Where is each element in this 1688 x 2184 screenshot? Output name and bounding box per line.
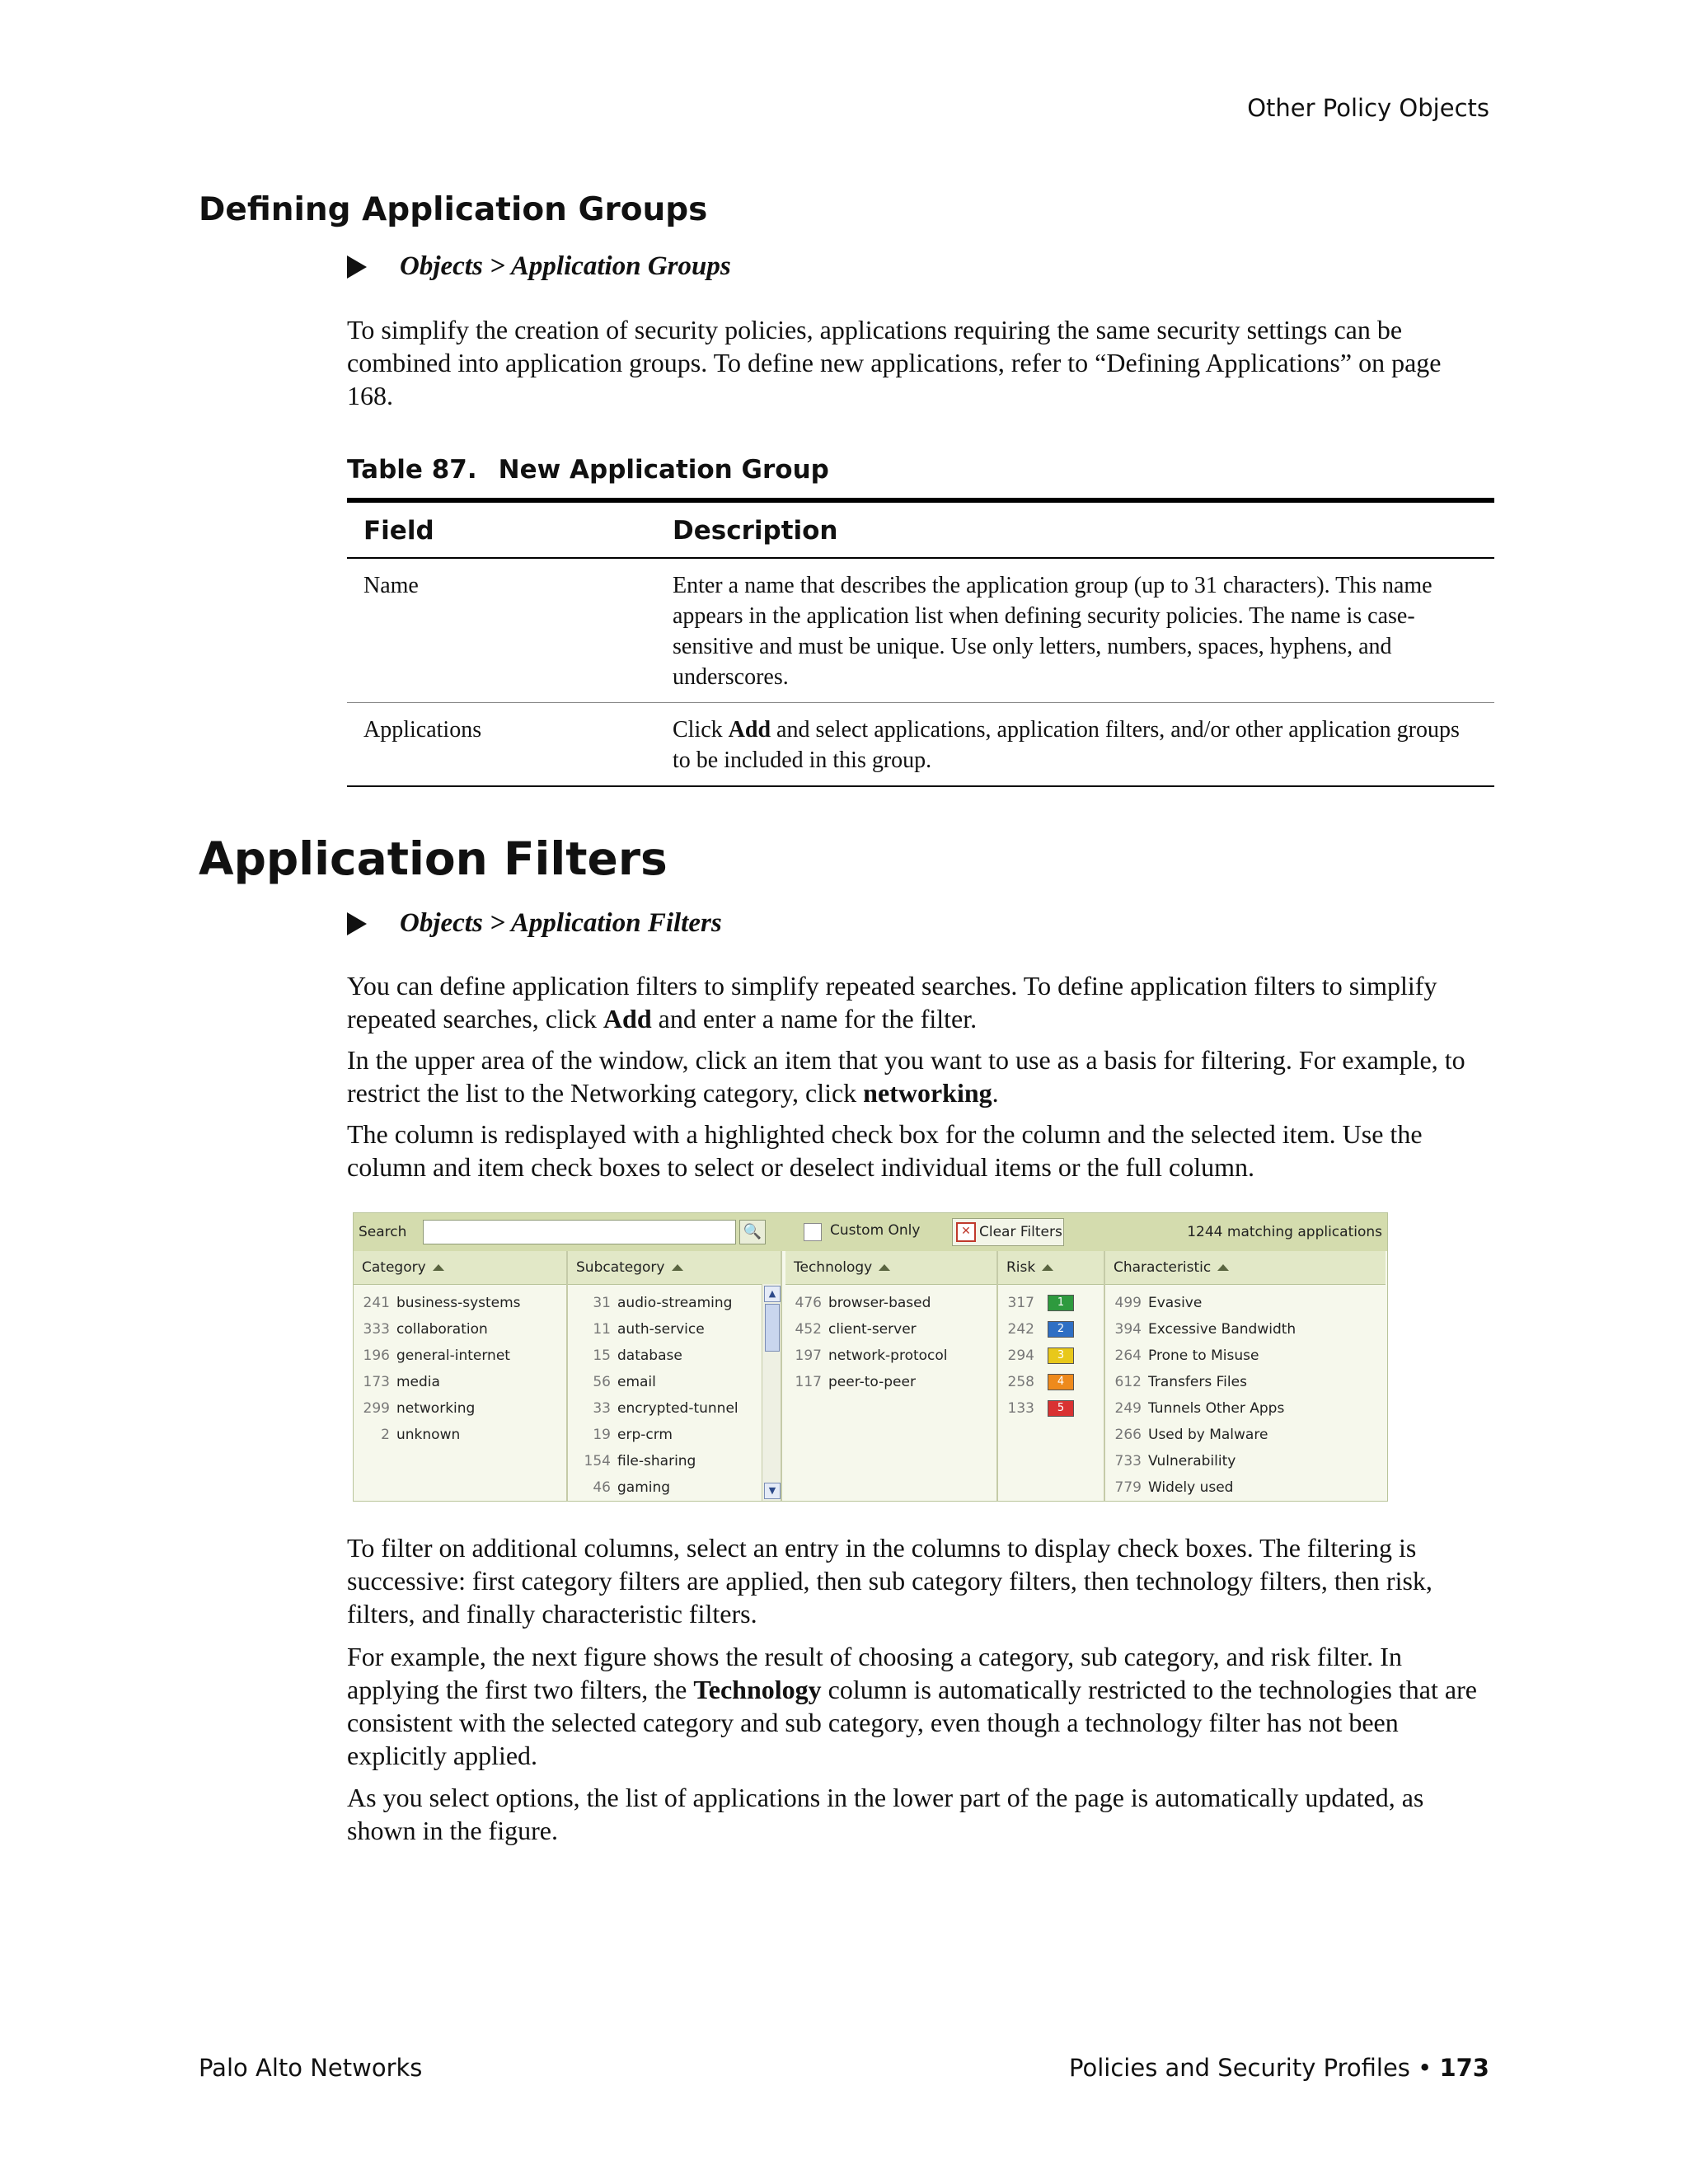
- item-count: 46: [593, 1479, 611, 1496]
- technology-header-label: Technology: [794, 1259, 873, 1276]
- risk-item[interactable]: [998, 1395, 1104, 1422]
- item-name: erp-crm: [617, 1427, 673, 1443]
- item-name: Prone to Misuse: [1148, 1347, 1259, 1364]
- risk-header[interactable]: [998, 1251, 1104, 1285]
- item-count: 317: [1007, 1295, 1034, 1311]
- para-text: For example, the next figure shows the result of choosing a category, sub category, and risk filter. In applying the first two filters, the: [347, 1642, 1402, 1704]
- technology-item[interactable]: [785, 1369, 996, 1395]
- sort-asc-icon: [672, 1264, 683, 1271]
- field-cell: Applications: [347, 703, 656, 787]
- category-item[interactable]: [354, 1369, 566, 1395]
- item-count: 31: [593, 1295, 611, 1311]
- item-count: 11: [593, 1321, 611, 1338]
- risk-level-badge: 3: [1048, 1347, 1074, 1364]
- item-count: 333: [363, 1321, 390, 1338]
- item-name: Evasive: [1148, 1295, 1203, 1311]
- subcategory-item[interactable]: [568, 1369, 781, 1395]
- characteristic-item[interactable]: [1105, 1448, 1386, 1474]
- para-text: and enter a name for the filter.: [651, 1004, 978, 1033]
- paragraph-4: To filter on additional columns, select an entry in the columns to display check boxes. The filtering is successive: first category filters are applied, then sub category filters, then technology filters, then risk, filters, and finally characteristic filters.: [347, 1533, 1432, 1629]
- subcategory-scrollbar[interactable]: [762, 1284, 781, 1501]
- item-name: Widely used: [1148, 1479, 1234, 1496]
- characteristic-item[interactable]: [1105, 1474, 1386, 1501]
- scroll-down-icon[interactable]: ▼: [764, 1483, 781, 1499]
- item-name: peer-to-peer: [828, 1374, 916, 1390]
- item-count: 33: [593, 1400, 611, 1417]
- technology-header[interactable]: [785, 1251, 996, 1285]
- item-name: client-server: [828, 1321, 917, 1338]
- risk-header-label: Risk: [1006, 1259, 1036, 1276]
- item-name: collaboration: [396, 1321, 488, 1338]
- footer-company: Palo Alto Networks: [199, 2054, 423, 2082]
- search-label: Search: [359, 1224, 407, 1240]
- scroll-up-icon[interactable]: ▲: [764, 1286, 781, 1302]
- technology-item[interactable]: [785, 1316, 996, 1343]
- description-cell: [656, 703, 1494, 787]
- para-bold: networking: [863, 1078, 992, 1108]
- item-name: Used by Malware: [1148, 1427, 1268, 1443]
- intro-paragraph: To simplify the creation of security policies, applications requiring the same security settings can be combined into application groups. To define new applications, refer to “Defining Applications” on page 168.: [347, 315, 1442, 410]
- table-header-row: [347, 500, 1494, 558]
- risk-item[interactable]: [998, 1369, 1104, 1395]
- item-count: 452: [795, 1321, 822, 1338]
- nav-path-application-filters: [347, 908, 722, 939]
- item-count: 196: [363, 1347, 390, 1364]
- technology-item[interactable]: [785, 1343, 996, 1369]
- technology-column: [785, 1251, 998, 1501]
- item-count: 476: [795, 1295, 822, 1311]
- category-header[interactable]: [354, 1251, 566, 1285]
- section-title-application-groups: Defining Application Groups: [199, 191, 708, 228]
- scroll-thumb[interactable]: [765, 1304, 780, 1352]
- characteristic-column: [1105, 1251, 1386, 1501]
- item-name: database: [617, 1347, 682, 1364]
- desc-bold: Add: [728, 717, 771, 743]
- nav-path-text: Objects > Application Filters: [400, 908, 722, 938]
- item-count: 499: [1114, 1295, 1142, 1311]
- category-header-label: Category: [362, 1259, 426, 1276]
- category-item[interactable]: [354, 1290, 566, 1316]
- item-name: business-systems: [396, 1295, 521, 1311]
- category-item[interactable]: [354, 1422, 566, 1448]
- item-count: 394: [1114, 1321, 1142, 1338]
- item-count: 299: [363, 1400, 390, 1417]
- custom-only-checkbox[interactable]: [804, 1223, 822, 1241]
- characteristic-item[interactable]: [1105, 1316, 1386, 1343]
- subcategory-header-label: Subcategory: [576, 1259, 665, 1276]
- search-input[interactable]: [423, 1220, 736, 1244]
- application-filter-panel: [353, 1212, 1388, 1502]
- subcategory-header[interactable]: [568, 1251, 781, 1285]
- risk-item[interactable]: [998, 1316, 1104, 1343]
- clear-filters-button[interactable]: [952, 1218, 1064, 1246]
- custom-only-label: Custom Only: [830, 1222, 921, 1239]
- footer-section: Policies and Security Profiles: [1069, 2054, 1410, 2082]
- risk-level-badge: 2: [1048, 1321, 1074, 1338]
- subcategory-column: [568, 1251, 782, 1501]
- category-item[interactable]: [354, 1343, 566, 1369]
- characteristic-item[interactable]: [1105, 1343, 1386, 1369]
- item-count: 733: [1114, 1453, 1142, 1469]
- item-name: browser-based: [828, 1295, 931, 1311]
- characteristic-header-label: Characteristic: [1114, 1259, 1212, 1276]
- para-text: column is automatically restricted to the technologies that are consistent with the selected category and sub category, even though a technology filter has not been explicitly applied.: [347, 1675, 1477, 1770]
- para-bold: Technology: [693, 1675, 822, 1704]
- item-count: 241: [363, 1295, 390, 1311]
- paragraph-1: [347, 969, 1493, 1035]
- paragraph-6: As you select options, the list of applications in the lower part of the page is automatically updated, as shown in the figure.: [347, 1783, 1424, 1845]
- item-name: gaming: [617, 1479, 671, 1496]
- item-count: 294: [1007, 1347, 1034, 1364]
- desc-text: and select applications, application filters, and/or other application groups to be included in this group.: [673, 717, 1460, 773]
- nav-path-application-groups: [347, 251, 731, 282]
- description-cell: Enter a name that describes the application group (up to 31 characters). This name appears in the application list when defining security policies. The name is case-sensitive and must be unique. Use only letters, numbers, spaces, hyphens, and underscores.: [656, 558, 1494, 703]
- footer-bullet: •: [1418, 2054, 1432, 2082]
- field-cell: Name: [347, 558, 656, 703]
- risk-level-badge: 1: [1048, 1295, 1074, 1311]
- clear-filters-label: Clear Filters: [979, 1224, 1062, 1240]
- sort-asc-icon: [879, 1264, 890, 1271]
- characteristic-item[interactable]: [1105, 1395, 1386, 1422]
- category-column: [354, 1251, 568, 1501]
- characteristic-item[interactable]: [1105, 1290, 1386, 1316]
- table-row: [347, 558, 1494, 703]
- risk-item[interactable]: [998, 1343, 1104, 1369]
- para-text: .: [992, 1078, 999, 1108]
- para-text: You can define application filters to simplify repeated searches. To define application filters to simplify repeated searches, click: [347, 971, 1437, 1033]
- subcategory-item[interactable]: [568, 1316, 781, 1343]
- item-name: email: [617, 1374, 656, 1390]
- subcategory-list: [568, 1285, 781, 1501]
- risk-item[interactable]: [998, 1290, 1104, 1316]
- table-row: [347, 703, 1494, 787]
- item-count: 19: [593, 1427, 611, 1443]
- characteristic-item[interactable]: [1105, 1422, 1386, 1448]
- characteristic-item[interactable]: [1105, 1369, 1386, 1395]
- arrow-right-icon: [347, 912, 367, 935]
- paragraph-2: [347, 1043, 1493, 1109]
- paragraph-3: The column is redisplayed with a highlighted check box for the column and the selected item. Use the column and item check boxes to select or deselect individual items or the full column.: [347, 1119, 1423, 1182]
- running-head: Other Policy Objects: [1247, 94, 1489, 122]
- item-name: file-sharing: [617, 1453, 696, 1469]
- item-name: media: [396, 1374, 440, 1390]
- table-caption: [347, 455, 829, 485]
- sort-asc-icon: [433, 1264, 444, 1271]
- item-count: 612: [1114, 1374, 1142, 1390]
- subcategory-item[interactable]: [568, 1290, 781, 1316]
- item-count: 258: [1007, 1374, 1034, 1390]
- nav-path-text: Objects > Application Groups: [400, 251, 731, 281]
- item-name: audio-streaming: [617, 1295, 733, 1311]
- item-name: encrypted-tunnel: [617, 1400, 738, 1417]
- technology-item[interactable]: [785, 1290, 996, 1316]
- item-count: 242: [1007, 1321, 1034, 1338]
- section-title-application-filters: Application Filters: [199, 832, 668, 885]
- item-count: 56: [593, 1374, 611, 1390]
- table-label: Table 87.: [347, 455, 477, 485]
- category-item[interactable]: [354, 1395, 566, 1422]
- filter-toolbar: [354, 1213, 1387, 1251]
- item-count: 15: [593, 1347, 611, 1364]
- desc-text: Click: [673, 717, 729, 743]
- item-count: 173: [363, 1374, 390, 1390]
- risk-column: [998, 1251, 1105, 1501]
- filter-columns: [354, 1251, 1387, 1501]
- characteristic-list: [1105, 1285, 1386, 1501]
- item-count: 2: [381, 1427, 390, 1443]
- item-name: Excessive Bandwidth: [1148, 1321, 1296, 1338]
- subcategory-item[interactable]: [568, 1395, 781, 1422]
- item-name: auth-service: [617, 1321, 705, 1338]
- item-name: Tunnels Other Apps: [1148, 1400, 1285, 1417]
- risk-list: [998, 1285, 1104, 1422]
- table-title: New Application Group: [498, 455, 829, 485]
- item-count: 117: [795, 1374, 822, 1390]
- header-field: Field: [347, 500, 656, 558]
- subcategory-item[interactable]: [568, 1448, 781, 1474]
- subcategory-item[interactable]: [568, 1474, 781, 1501]
- clear-icon: ✕: [956, 1222, 976, 1242]
- para-text: In the upper area of the window, click an item that you want to use as a basis for filtering. For example, to restrict the list to the Networking category, click: [347, 1045, 1465, 1108]
- footer-page-info: [1069, 2054, 1489, 2082]
- arrow-right-icon: [347, 255, 367, 279]
- page-number: 173: [1439, 2054, 1489, 2082]
- header-description: Description: [656, 500, 1494, 558]
- matching-count: 1244 matching applications: [1187, 1224, 1382, 1240]
- search-icon[interactable]: 🔍: [739, 1220, 766, 1244]
- sort-asc-icon: [1042, 1264, 1053, 1271]
- category-item[interactable]: [354, 1316, 566, 1343]
- item-count: 266: [1114, 1427, 1142, 1443]
- new-application-group-table: [347, 498, 1494, 787]
- item-count: 264: [1114, 1347, 1142, 1364]
- item-name: unknown: [396, 1427, 461, 1443]
- item-name: network-protocol: [828, 1347, 948, 1364]
- paragraph-5: [347, 1640, 1493, 1772]
- item-name: Transfers Files: [1148, 1374, 1247, 1390]
- item-count: 197: [795, 1347, 822, 1364]
- item-name: networking: [396, 1400, 476, 1417]
- item-name: general-internet: [396, 1347, 510, 1364]
- risk-level-badge: 4: [1048, 1374, 1074, 1390]
- item-count: 154: [584, 1453, 611, 1469]
- sort-asc-icon: [1217, 1264, 1229, 1271]
- technology-list: [785, 1285, 996, 1395]
- item-count: 779: [1114, 1479, 1142, 1496]
- item-count: 133: [1007, 1400, 1034, 1417]
- item-name: Vulnerability: [1148, 1453, 1236, 1469]
- risk-level-badge: 5: [1048, 1400, 1074, 1417]
- para-bold: Add: [603, 1004, 652, 1033]
- subcategory-item[interactable]: [568, 1422, 781, 1448]
- characteristic-header[interactable]: [1105, 1251, 1386, 1285]
- item-count: 249: [1114, 1400, 1142, 1417]
- subcategory-item[interactable]: [568, 1343, 781, 1369]
- category-list: [354, 1285, 566, 1448]
